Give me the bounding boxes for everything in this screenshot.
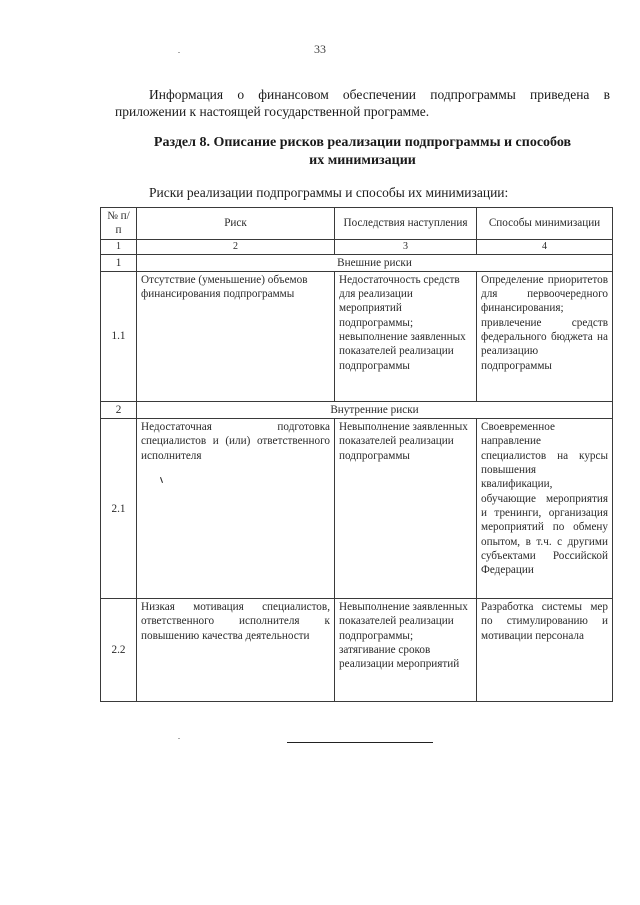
mitigation-cell: Разработка системы мер по стимулированию и мотивации персонала	[477, 599, 613, 702]
table-row	[101, 599, 613, 702]
group-number: 1	[101, 254, 137, 271]
group-row-external	[101, 254, 613, 271]
column-index-row	[101, 239, 613, 254]
scan-speck	[178, 52, 180, 53]
table-header-row	[101, 208, 613, 240]
risk-cell: Недостаточная подготовка специалистов и (или) ответственного исполнителя	[137, 419, 335, 599]
mitigation-cell: Определение приоритетов для первоочередного финансирования; привлечение средств федерального бюджета на реализацию подпрограммы	[477, 271, 613, 401]
consequences-cell: Невыполнение заявленных показателей реализации подпрограммы; затягивание сроков реализации мероприятий	[335, 599, 477, 702]
risks-table	[100, 207, 613, 702]
row-number: 1.1	[101, 271, 137, 401]
column-index: 1	[101, 239, 137, 254]
consequences-cell: Невыполнение заявленных показателей реализации подпрограммы	[335, 419, 477, 599]
table-intro: Риски реализации подпрограммы и способы их минимизации:	[149, 185, 509, 200]
risk-cell: Низкая мотивация специалистов, ответственного исполнителя к повышению качества деятельности	[137, 599, 335, 702]
section-title	[115, 134, 610, 170]
page-number: 33	[314, 42, 326, 56]
consequences-cell: Недостаточность средств для реализации мероприятий подпрограммы; невыполнение заявленных показателей реализации подпрограммы	[335, 271, 477, 401]
group-number: 2	[101, 401, 137, 418]
row-number: 2.1	[101, 419, 137, 599]
group-title: Внешние риски	[137, 254, 613, 271]
end-of-section-rule	[287, 742, 433, 743]
table-row	[101, 271, 613, 401]
column-index: 2	[137, 239, 335, 254]
row-number: 2.2	[101, 599, 137, 702]
section-title-line-2: их минимизации	[309, 153, 416, 168]
scan-speck	[178, 738, 180, 739]
column-index: 4	[477, 239, 613, 254]
column-index: 3	[335, 239, 477, 254]
section-title-line-1: Раздел 8. Описание рисков реализации подпрограммы и способов	[153, 135, 572, 150]
group-title: Внутренние риски	[137, 401, 613, 418]
table-row	[101, 419, 613, 599]
header-risk: Риск	[137, 208, 335, 240]
header-consequences: Последствия наступления	[335, 208, 477, 240]
header-mitigation: Способы минимизации	[477, 208, 613, 240]
intro-paragraph: Информация о финансовом обеспечении подпрограммы приведена в приложении к настоящей государственной программе.	[115, 87, 610, 119]
group-row-internal	[101, 401, 613, 418]
mitigation-cell: Своевременное направление специалистов на курсы повышения квалификации, обучающие мероприятия и тренинги, организация мероприятий по обмену опытом, в т.ч. с другими субъектами Российской Федерации	[477, 419, 613, 599]
risk-cell: Отсутствие (уменьшение) объемов финансирования подпрограммы	[137, 271, 335, 401]
header-num: № п/п	[101, 208, 137, 240]
